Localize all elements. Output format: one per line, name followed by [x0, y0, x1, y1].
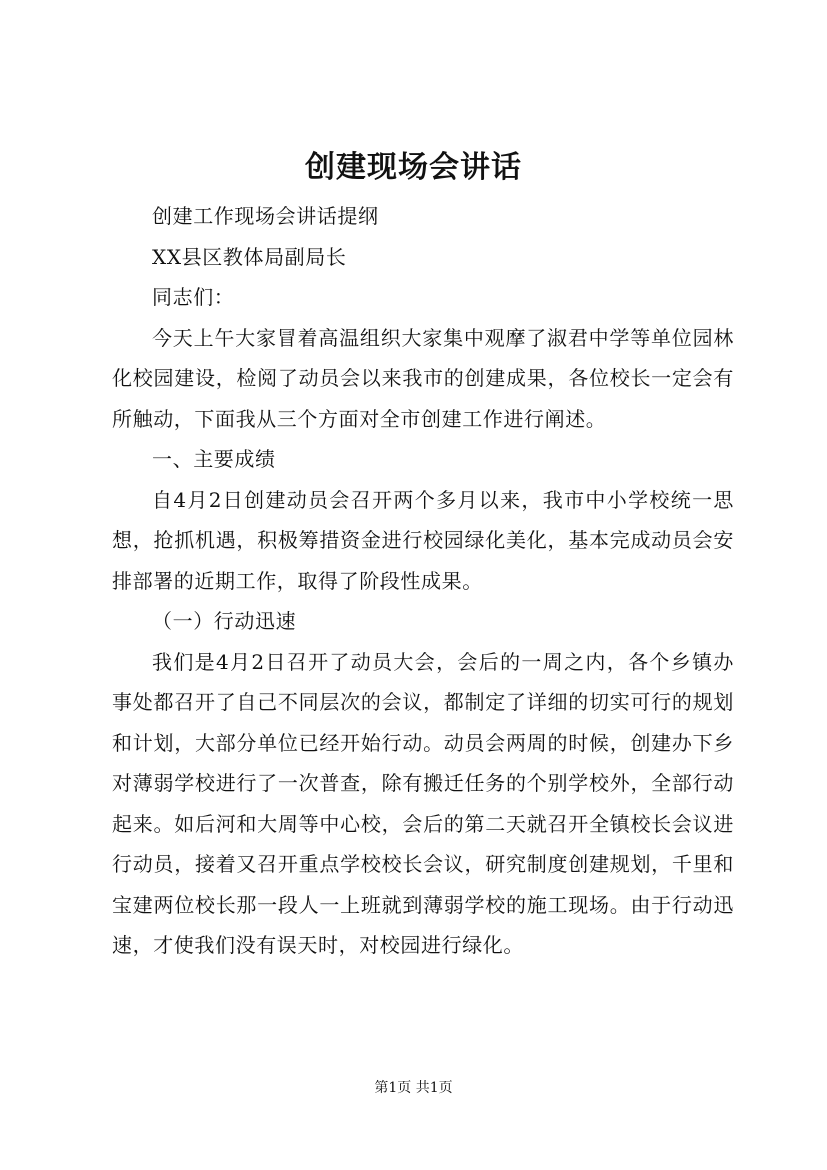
subsection-heading-quick-action: （一）行动迅速 [152, 609, 297, 633]
paragraph-quick-action-details: 我们是4月2日召开了动员大会，会后的一周之内，各个乡镇办事处都召开了自己不同层次的会议，都制定了详细的切实可行的规划和计划，大部分单位已经开始行动。动员会两周的时候，创建办下乡对薄弱学校进行了一次普查，除有搬迁任务的个别学校外，全部行动起来。如后河和大周等中心校，会后的第二天就召开全镇校长会议进行动员，接着又召开重点学校校长会议，研究制度创建规划，千里和宝建两位校长那一段人一上班就到薄弱学校的施工现场。由于行动迅速，才使我们没有误天时，对校园进行绿化。 [112, 649, 734, 957]
paragraph-intro: 今天上午大家冒着高温组织大家集中观摩了淑君中学等单位园林化校园建设，检阅了动员会以来我市的创建成果，各位校长一定会有所触动，下面我从三个方面对全市创建工作进行阐述。 [112, 325, 734, 431]
paragraph-salutation: 同志们： [152, 285, 235, 309]
document-body [112, 196, 734, 966]
document-title: 创建现场会讲话 [305, 150, 522, 185]
paragraph-achievements-summary: 自4月2日创建动员会召开两个多月以来，我市中小学校统一思想，抢抓机遇，积极筹措资金进行校园绿化美化，基本完成动员会安排部署的近期工作，取得了阶段性成果。 [112, 487, 734, 593]
paragraph-outline-title: 创建工作现场会讲话提纲 [152, 204, 379, 228]
section-heading-main-achievements: 一、主要成绩 [152, 447, 276, 471]
page-footer: 第1页 共1页 [374, 1080, 453, 1096]
paragraph-speaker: XX县区教体局副局长 [152, 244, 347, 269]
